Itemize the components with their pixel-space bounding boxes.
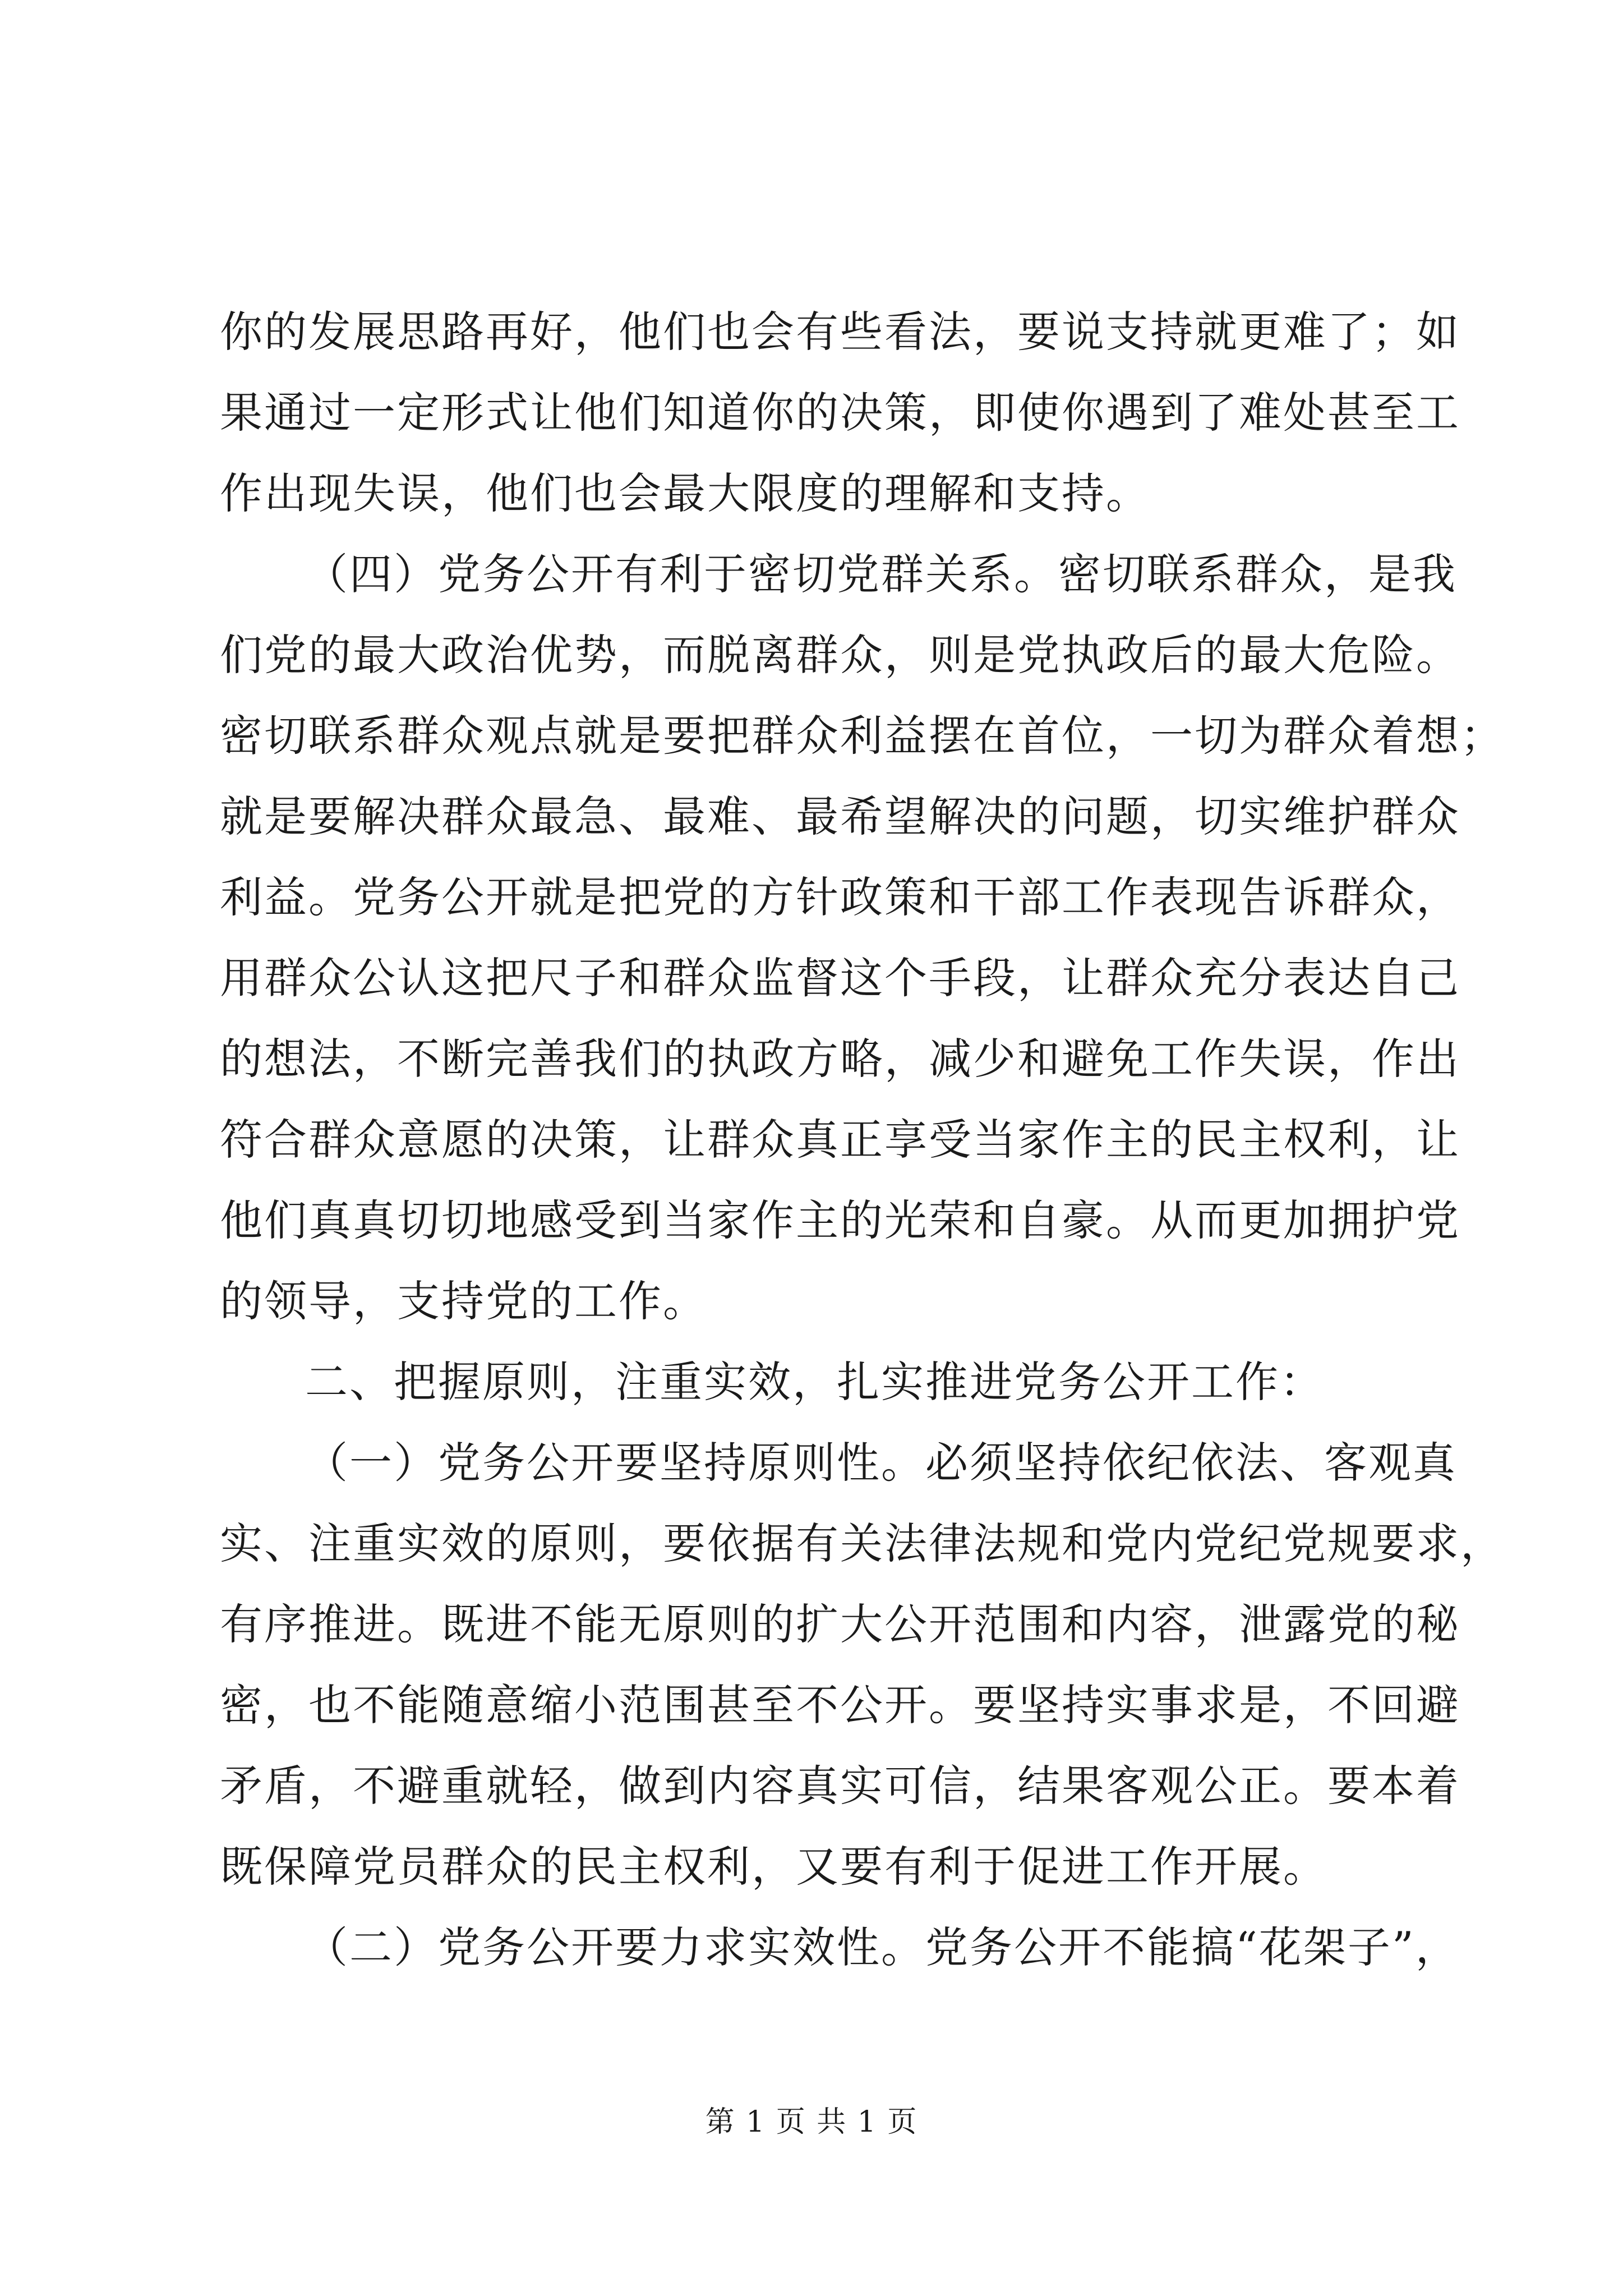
text-line: 密，也不能随意缩小范围甚至不公开。要坚持实事求是，不回避 xyxy=(220,1680,1460,1730)
text-line: 果通过一定形式让他们知道你的决策，即使你遇到了难处甚至工 xyxy=(220,388,1460,438)
document-body xyxy=(220,292,1505,1988)
text-line: 用群众公认这把尺子和群众监督这个手段，让群众充分表达自己 xyxy=(220,953,1460,1003)
page-footer: 第 1 页 共 1 页 xyxy=(705,2105,918,2139)
text-line: 矛盾，不避重就轻，做到内容真实可信，结果客观公正。要本着 xyxy=(220,1761,1460,1811)
text-line: 们党的最大政治优势，而脱离群众，则是党执政后的最大危险。 xyxy=(220,630,1460,680)
text-line: 既保障党员群众的民主权利，又要有利于促进工作开展。 xyxy=(220,1842,1327,1892)
text-line: 的领导，支持党的工作。 xyxy=(220,1276,707,1326)
text-line: 实、注重实效的原则，要依据有关法律法规和党内党纪党规要求， xyxy=(220,1519,1505,1568)
text-line: （二）党务公开要力求实效性。党务公开不能搞“花架子”， xyxy=(305,1922,1460,1972)
text-line: 就是要解决群众最急、最难、最希望解决的问题，切实维护群众 xyxy=(220,792,1460,841)
text-line: 他们真真切切地感受到当家作主的光荣和自豪。从而更加拥护党 xyxy=(220,1195,1460,1245)
text-line: 的想法，不断完善我们的执政方略，减少和避免工作失误，作出 xyxy=(220,1034,1460,1084)
text-line: 作出现失误，他们也会最大限度的理解和支持。 xyxy=(220,468,1150,518)
text-line: 你的发展思路再好，他们也会有些看法，要说支持就更难了；如 xyxy=(220,307,1460,357)
text-line: 符合群众意愿的决策，让群众真正享受当家作主的民主权利，让 xyxy=(220,1115,1460,1165)
text-line: 二、把握原则，注重实效，扎实推进党务公开工作： xyxy=(305,1357,1324,1407)
text-line: （四）党务公开有利于密切党群关系。密切联系群众，是我 xyxy=(305,549,1457,599)
text-line: （一）党务公开要坚持原则性。必须坚持依纪依法、客观真 xyxy=(305,1438,1457,1488)
text-line: 有序推进。既进不能无原则的扩大公开范围和内容，泄露党的秘 xyxy=(220,1599,1460,1649)
text-line: 密切联系群众观点就是要把群众利益摆在首位，一切为群众着想； xyxy=(220,711,1505,761)
text-line: 利益。党务公开就是把党的方针政策和干部工作表现告诉群众， xyxy=(220,872,1460,922)
